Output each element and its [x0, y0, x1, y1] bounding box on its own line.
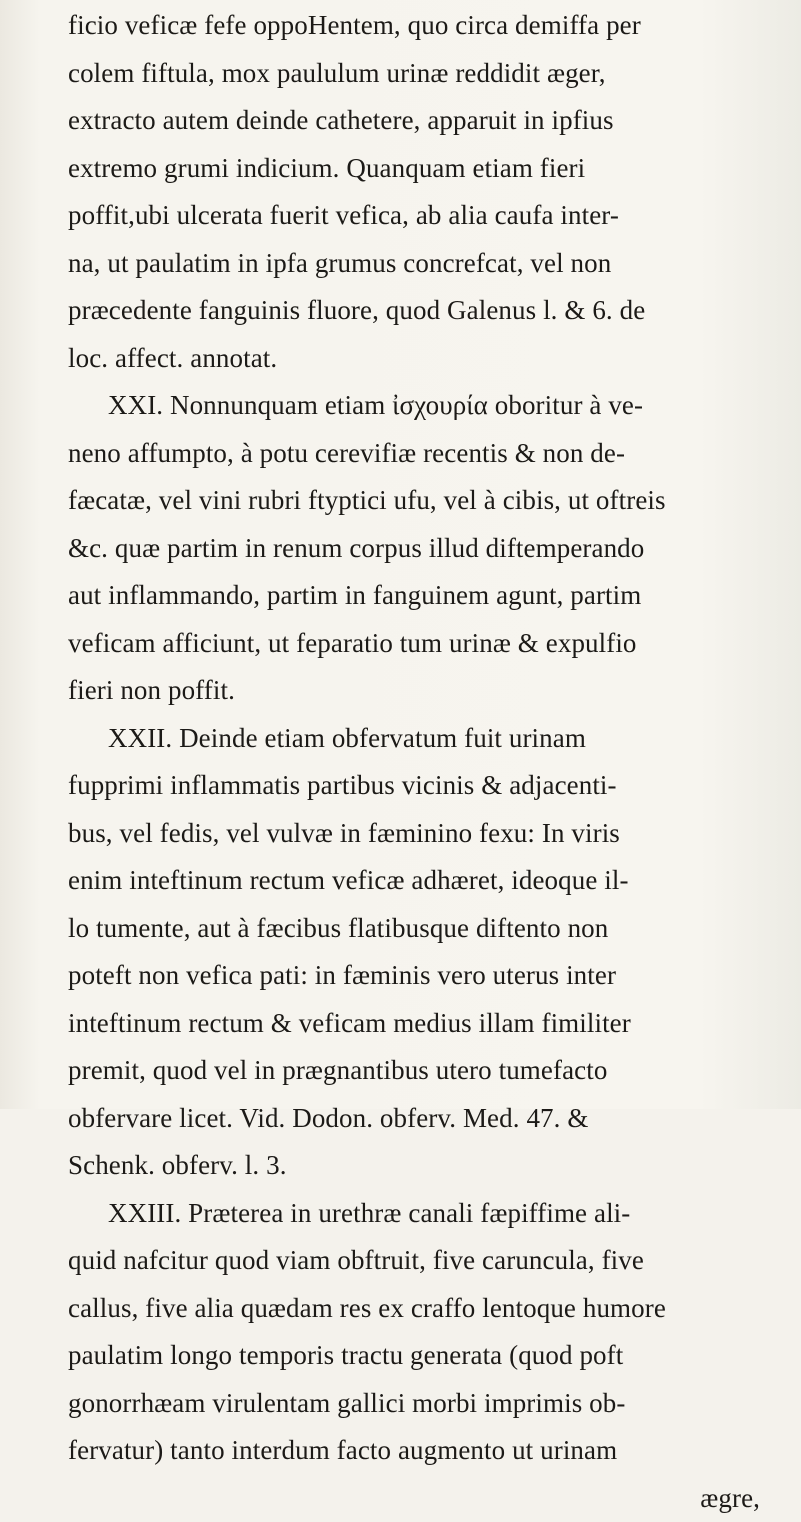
text-line: extracto autem deinde cathetere, apparuit in ipfius: [68, 97, 790, 145]
text-line: paulatim longo temporis tractu generata (quod poft: [68, 1332, 790, 1380]
text-line: fæcatæ, vel vini rubri ftyptici ufu, vel à cibis, ut oftreis: [68, 477, 790, 525]
text-line: extremo grumi indicium. Quanquam etiam fieri: [68, 145, 790, 193]
catchword: ægre,: [68, 1475, 790, 1522]
text-line: veficam afficiunt, ut feparatio tum urinæ & expulfio: [68, 620, 790, 668]
text-line: loc. affect. annotat.: [68, 335, 790, 383]
text-line: fupprimi inflammatis partibus vicinis & adjacenti-: [68, 762, 790, 810]
text-line: callus, five alia quædam res ex craffo lentoque humore: [68, 1285, 790, 1333]
text-line: quid nafcitur quod viam obftruit, five caruncula, five: [68, 1237, 790, 1285]
text-line: poffit,ubi ulcerata fuerit vefica, ab alia caufa inter-: [68, 192, 790, 240]
text-line: bus, vel fedis, vel vulvæ in fæminino fexu: In viris: [68, 810, 790, 858]
latin-text-block: [68, 2, 790, 1522]
text-line: præcedente fanguinis fluore, quod Galenus l. & 6. de: [68, 287, 790, 335]
section-start-line: XXIII. Præterea in urethræ canali fæpiffime ali-: [68, 1190, 790, 1238]
text-line: premit, quod vel in prægnantibus utero tumefacto: [68, 1047, 790, 1095]
text-line: colem fiftula, mox paululum urinæ reddidit æger,: [68, 50, 790, 98]
text-line: Schenk. obferv. l. 3.: [68, 1142, 790, 1190]
text-line: inteftinum rectum & veficam medius illam fimiliter: [68, 1000, 790, 1048]
text-line: gonorrhæam virulentam gallici morbi imprimis ob-: [68, 1380, 790, 1428]
text-line: aut inflammando, partim in fanguinem agunt, partim: [68, 572, 790, 620]
text-line: obfervare licet. Vid. Dodon. obferv. Med. 47. &: [68, 1095, 790, 1143]
text-line: &c. quæ partim in renum corpus illud diftemperando: [68, 525, 790, 573]
text-line: poteft non vefica pati: in fæminis vero uterus inter: [68, 952, 790, 1000]
text-line: enim inteftinum rectum veficæ adhæret, ideoque il-: [68, 857, 790, 905]
text-line: neno affumpto, à potu cerevifiæ recentis & non de-: [68, 430, 790, 478]
text-line: lo tumente, aut à fæcibus flatibusque diftento non: [68, 905, 790, 953]
text-line: na, ut paulatim in ipfa grumus concrefcat, vel non: [68, 240, 790, 288]
section-start-line: XXII. Deinde etiam obfervatum fuit urinam: [68, 715, 790, 763]
text-line: ficio veficæ fefe oppoHentem, quo circa demiffa per: [68, 2, 790, 50]
text-line: fieri non poffit.: [68, 667, 790, 715]
text-line: fervatur) tanto interdum facto augmento ut urinam: [68, 1427, 790, 1475]
section-start-line: XXI. Nonnunquam etiam ἰσχουρία oboritur à ve-: [68, 382, 790, 430]
